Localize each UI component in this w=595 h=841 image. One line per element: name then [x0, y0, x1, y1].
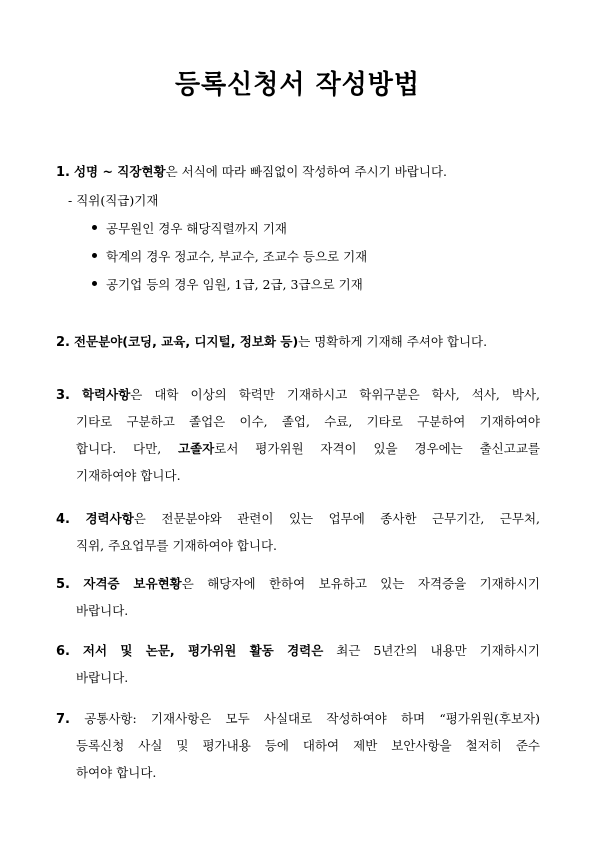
item-number: 5. [56, 577, 70, 592]
bullet-item [92, 214, 532, 241]
item-bold-heading: 저서 및 논문, 평가위원 활동 경력은 [82, 643, 324, 658]
page-title: 등록신청서 작성방법 [174, 70, 421, 100]
item-number: 3. [56, 388, 70, 403]
item-text: 은 해당자에 한하여 보유하고 있는 자격증을 기재하시기 [181, 576, 540, 591]
item-text: 기재하여야 합니다. [76, 468, 181, 483]
bullet-icon [92, 281, 97, 286]
item-3 [56, 381, 540, 489]
item-number: 4. [56, 512, 70, 527]
item-5 [56, 570, 540, 624]
item-text: 합니다. 다만, [76, 441, 179, 456]
item-number: 1. [56, 165, 70, 180]
item-1 [56, 158, 540, 185]
item-1-sub-label: - 직위(직급)기재 [68, 193, 159, 208]
item-6 [56, 637, 540, 691]
item-bold-inline: 고졸자 [178, 441, 215, 456]
item-number: 7. [56, 712, 70, 727]
item-text: 은 대학 이상의 학력만 기재하시고 학위구분은 학사, 석사, 박사, [130, 387, 540, 402]
item-text: 직위, 주요업무를 기재하여야 합니다. [76, 538, 277, 553]
item-number: 2. [56, 335, 70, 350]
item-bold-heading: 자격증 보유현황 [83, 576, 182, 591]
bullet-item [92, 270, 532, 297]
item-7 [56, 705, 540, 786]
item-text: 등록신청 사실 및 평가내용 등에 대하여 제반 보안사항을 철저히 준수 [76, 738, 540, 753]
item-text: 은 전문분야와 관련이 있는 업무에 종사한 근무기간, 근무처, [133, 511, 540, 526]
item-number: 6. [56, 644, 70, 659]
item-text: 은 서식에 따라 빠짐없이 작성하여 주시기 바랍니다. [165, 164, 447, 179]
item-2 [56, 328, 540, 355]
item-4 [56, 505, 540, 559]
item-bold-heading: 전문분야(코딩, 교육, 디지털, 정보화 등) [73, 334, 299, 349]
item-text: 바랍니다. [76, 603, 129, 618]
item-text: 공통사항: 기재사항은 모두 사실대로 작성하여야 하며 “평가위원(후보자) [84, 711, 540, 726]
item-bold-heading: 성명 ~ 직장현황 [73, 164, 166, 179]
bullet-text: 공무원인 경우 해당직렬까지 기재 [106, 220, 287, 236]
item-text: 로서 평가위원 자격이 있을 경우에는 출신고교를 [214, 441, 540, 456]
bullet-text: 공기업 등의 경우 임원, 1급, 2급, 3급으로 기재 [106, 276, 363, 292]
bullet-icon [92, 253, 97, 258]
item-bold-heading: 경력사항 [85, 511, 134, 526]
item-text: 기타로 구분하고 졸업은 이수, 졸업, 수료, 기타로 구분하여 기재하여야 [76, 414, 540, 429]
item-text: 바랍니다. [76, 670, 129, 685]
bullet-item [92, 242, 532, 269]
bullet-text: 학계의 경우 정교수, 부교수, 조교수 등으로 기재 [106, 248, 368, 264]
item-bold-heading: 학력사항 [81, 387, 131, 402]
item-text: 는 명확하게 기재해 주셔야 합니다. [298, 334, 488, 349]
item-text: 하여야 합니다. [76, 765, 157, 780]
item-text: 최근 5년간의 내용만 기재하시기 [323, 643, 540, 658]
bullet-icon [92, 225, 97, 230]
